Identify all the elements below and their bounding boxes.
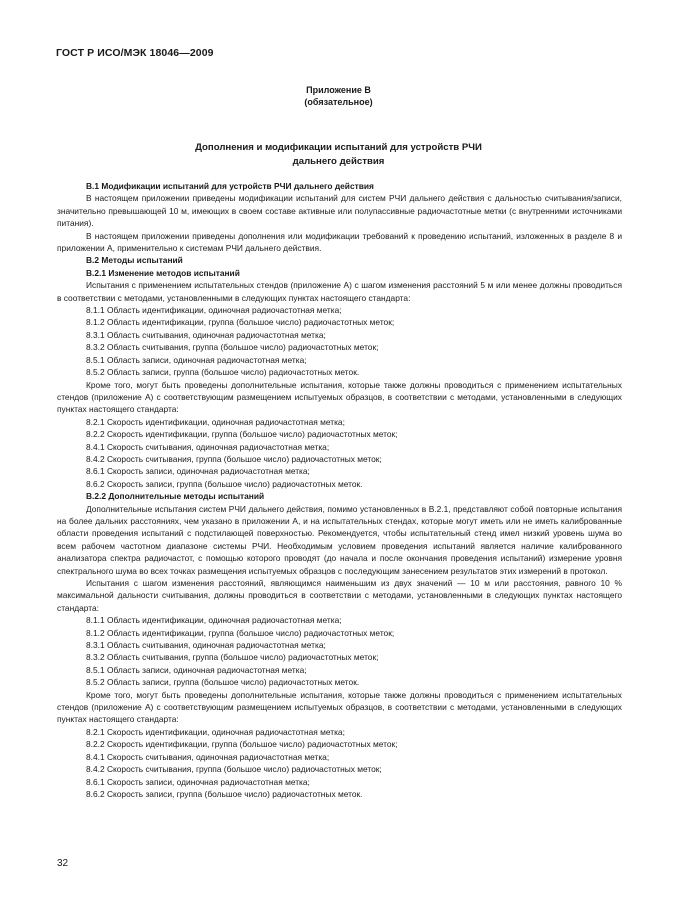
list-item: 8.3.2 Область считывания, группа (большое число) радиочастотных меток; (86, 652, 379, 663)
list-item: 8.2.1 Скорость идентификации, одиночная радиочастотная метка; (86, 726, 345, 737)
list-item: 8.6.2 Скорость записи, группа (большое число) радиочастотных меток. (86, 788, 363, 799)
list-item: 8.4.2 Скорость считывания, группа (большое число) радиочастотных меток; (86, 764, 382, 775)
list-item: 8.3.1 Область считывания, одиночная радиочастотная метка; (86, 329, 326, 340)
paragraph: Кроме того, могут быть проведены дополнительные испытания, которые также должны проводиться с применением испытательных стендов (приложение А) с соответствующим размещением испытуемых образцов, в соответствии с методами, установленными в следующих пунктах настоящего стандарта: (57, 689, 622, 725)
page-number: 32 (57, 858, 69, 869)
list-item: 8.5.2 Область записи, группа (большое число) радиочастотных меток. (86, 367, 360, 378)
list-item: 8.4.1 Скорость считывания, одиночная радиочастотная метка; (86, 751, 330, 762)
section-heading: В.2 Методы испытаний (86, 255, 183, 266)
list-item: 8.2.2 Скорость идентификации, группа (большое число) радиочастотных меток; (86, 739, 398, 750)
annex-label: Приложение В (306, 85, 371, 95)
annex-title-line-1: Дополнения и модификации испытаний для устройств РЧИ (195, 142, 482, 153)
paragraph: В настоящем приложении приведены дополнения или модификации требований к проведению испытаний, изложенных в разделе 8 и приложении А, применительно к системам РЧИ дальнего действия. (57, 230, 622, 254)
annex-title (0, 141, 677, 169)
list-item: 8.5.2 Область записи, группа (большое число) радиочастотных меток. (86, 677, 360, 688)
list-item: 8.1.1 Область идентификации, одиночная радиочастотная метка; (86, 615, 342, 626)
paragraph: Испытания с шагом изменения расстояний, являющимся наименьшим из двух значений — 10 м или расстояния, равного 10 % максимальной дальности считывания, должны проводиться в соответствии с методами, установленными в следующих пунктах настоящего стандарта: (57, 578, 622, 613)
list-item: 8.1.2 Область идентификации, группа (большое число) радиочастотных меток; (86, 317, 395, 328)
list-item: 8.6.2 Скорость записи, группа (большое число) радиочастотных меток. (86, 478, 363, 489)
list-item: 8.3.1 Область считывания, одиночная радиочастотная метка; (86, 640, 326, 651)
list-item: 8.6.1 Скорость записи, одиночная радиочастотная метка; (86, 776, 310, 787)
annex-heading (0, 84, 677, 108)
section-heading: В.2.1 Изменение методов испытаний (86, 267, 240, 278)
paragraph: Испытания с применением испытательных стендов (приложение А) с шагом изменения расстояний 5 м или менее должны проводиться в соответствии с методами, установленными в следующих пунктах настоящего стандарта: (57, 280, 622, 303)
list-item: 8.5.1 Область записи, одиночная радиочастотная метка; (86, 664, 307, 675)
standard-designation: ГОСТ Р ИСО/МЭК 18046—2009 (56, 47, 214, 59)
list-item: 8.1.2 Область идентификации, группа (большое число) радиочастотных меток; (86, 627, 395, 638)
list-item: 8.6.1 Скорость записи, одиночная радиочастотная метка; (86, 466, 310, 477)
list-item: 8.4.1 Скорость считывания, одиночная радиочастотная метка; (86, 441, 330, 452)
paragraph: Кроме того, могут быть проведены дополнительные испытания, которые также должны проводиться с применением испытательных стендов (приложение А) с соответствующим размещением испытуемых образцов, в соответствии с методами, установленными в следующих пунктах настоящего стандарта: (57, 379, 622, 415)
list-item: 8.3.2 Область считывания, группа (большое число) радиочастотных меток; (86, 342, 379, 353)
annex-title-line-2: дальнего действия (292, 156, 385, 167)
annex-body (57, 180, 622, 800)
section-heading: В.1 Модификации испытаний для устройств РЧИ дальнего действия (86, 181, 374, 191)
section-heading: В.2.2 Дополнительные методы испытаний (86, 491, 265, 502)
list-item: 8.2.1 Скорость идентификации, одиночная радиочастотная метка; (86, 416, 345, 427)
paragraph: В настоящем приложении приведены модификации испытаний для систем РЧИ дальнего действия с дальностью считывания/записи, значительно превышающей 10 м, имеющих в своем составе активные или полупассивные радиочастотные метки (с внутренними источниками питания). (57, 193, 622, 229)
list-item: 8.2.2 Скорость идентификации, группа (большое число) радиочастотных меток; (86, 429, 398, 440)
list-item: 8.4.2 Скорость считывания, группа (большое число) радиочастотных меток; (86, 453, 382, 464)
paragraph: Дополнительные испытания систем РЧИ дальнего действия, помимо установленных в В.2.1, представляют собой повторные испытания на более дальних расстояниях, чем указано в приложении А, и на испытательных стендах, которые могут иметь или не иметь калиброванные области проведения испытаний с подстилающей поверхностью. Рекомендуется, чтобы испытательный стенд имел низкий уровень шума во всем рабочем частотном диапазоне системы РЧИ. Необходимым условием проведения испытаний является наличие калиброванного анализатора спектра радиочастот, с помощью которого проводят (до начала и после окончания проведения испытаний) измерение уровня спектрального шума во всех точках размещения испытуемых образцов с последующим занесением результатов этих измерений в протокол. (57, 503, 622, 576)
list-item: 8.1.1 Область идентификации, одиночная радиочастотная метка; (86, 305, 342, 316)
list-item: 8.5.1 Область записи, одиночная радиочастотная метка; (86, 354, 307, 365)
annex-status: (обязательное) (304, 97, 373, 107)
